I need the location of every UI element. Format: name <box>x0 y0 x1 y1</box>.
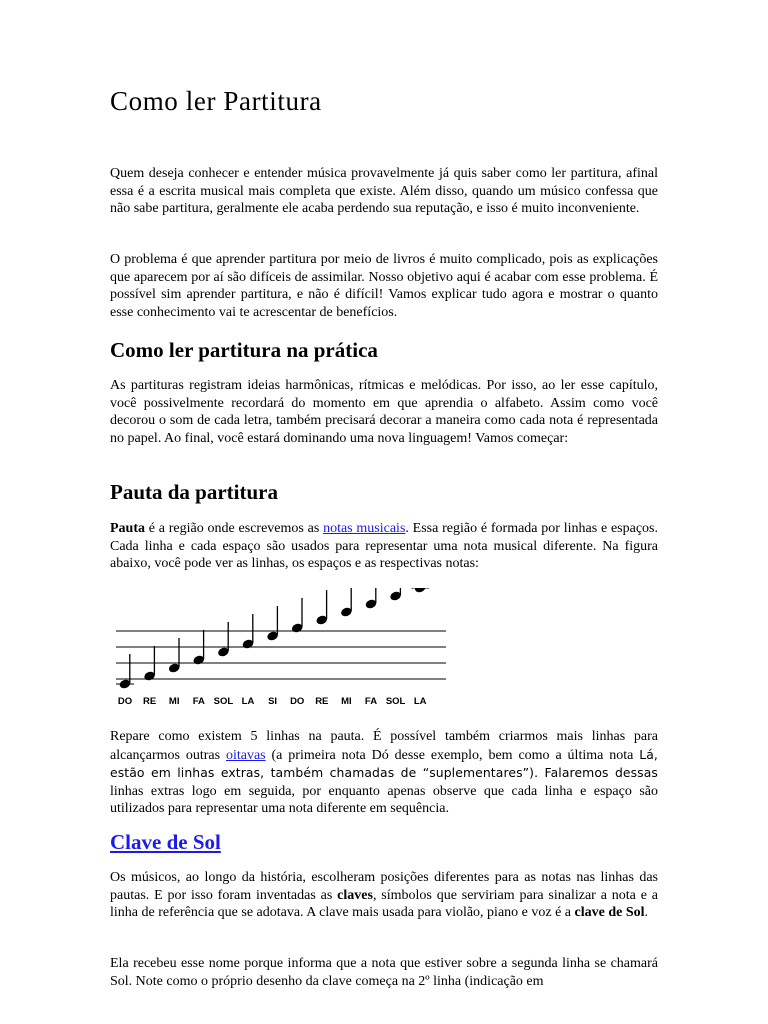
intro-paragraph-2: O problema é que aprender partitura por meio de livros é muito complicado, pois as explicações que aparecem por aí são difíceis de assimilar. Nosso objetivo aqui é acabar com esse problema. É possível sim aprender partitura, e não é difícil! Vamos explicar tudo agora e mostrar o quanto esse conhecimento vai te acrescentar de benefícios. <box>110 252 658 320</box>
note-label: DO <box>290 696 305 707</box>
clave-text-b: , símbolos que serviriam para sinalizar a nota e a linha de referência que se adotava. A clave mais usada para violão, piano e voz é a <box>110 887 658 921</box>
note-mi <box>340 588 353 618</box>
clave-de-sol-bold: clave de Sol <box>574 905 645 921</box>
section-heading-pauta: Pauta da partitura <box>110 480 278 504</box>
note-do <box>291 598 304 634</box>
note-head <box>414 588 427 594</box>
pratica-paragraph: As partituras registram ideias harmônicas, rítmicas e melódicas. Por isso, ao ler esse capítulo, você possivelmente recordará do momento em que aprendia o alfabeto. Assim como você decorou o som de cada letra, também precisará decorar a maneira como cada nota é representada no papel. Ao final, você estará dominando uma nova linguagem! Vamos começar: <box>110 378 658 446</box>
clave-text-c: . <box>644 905 649 921</box>
note-label: MI <box>168 696 180 707</box>
note-label: LA <box>241 696 255 707</box>
note-sol <box>217 622 230 658</box>
note-label: MI <box>341 696 352 707</box>
clave-paragraph-2: Ela recebeu esse nome porque informa que a nota que estiver sobre a segunda linha se chamará Sol. Note como o próprio desenho da clave começa na 2º linha (indicação em <box>110 956 658 989</box>
note-fa <box>192 630 205 666</box>
page-title: Como ler Partitura <box>110 86 322 116</box>
pauta-text-a: é a região onde escrevemos as <box>145 521 324 536</box>
clave-paragraph-1 <box>110 869 658 922</box>
pauta-paragraph-2 <box>110 728 658 818</box>
note-si <box>266 606 279 642</box>
note-label: RE <box>315 696 329 707</box>
note-sol <box>389 588 402 602</box>
intro-paragraph-1: Quem deseja conhecer e entender música provavelmente já quis saber como ler partitura, afinal essa é a escrita musical mais completa que existe. Além disso, quando um músico confessa que não sabe partitura, geralmente ele acaba perdendo sua reputação, e isso é muito inconveniente. <box>110 166 658 217</box>
oitavas-link[interactable]: oitavas <box>225 747 266 763</box>
note-label: DO <box>117 696 133 707</box>
pauta2-text-c: linhas extras logo em seguida, por enquanto apenas observe que cada linha e espaço são utilizados para representar uma nota diferente em sequência. <box>110 783 658 817</box>
note-la <box>414 588 427 594</box>
note-label: FA <box>364 696 378 707</box>
note-fa <box>364 588 377 610</box>
note-re <box>143 646 156 682</box>
pauta2-text-b: (a primeira nota Dó desse exemplo, bem como a última nota <box>265 747 640 763</box>
note-la <box>241 614 254 650</box>
note-label: SI <box>268 696 278 707</box>
note-mi <box>168 638 181 674</box>
pauta-text-b: . Essa região é formada por linhas e espaços. Cada linha e cada espaço são usados para representar uma nota musical diferente. Na figura abaixo, você pode ver as linhas, os espaços e as respectivas notas: <box>110 521 658 572</box>
clave-text-a: Os músicos, ao longo da história, escolheram posições diferentes para as notas nas linhas das pautas. E por isso foram inventadas as <box>110 870 658 903</box>
section-heading-pratica: Como ler partitura na prática <box>110 338 378 362</box>
pauta-paragraph-1 <box>110 520 658 573</box>
pauta2-text-a: Repare como existem 5 linhas na pauta. É possível também criarmos mais linhas para alcançarmos outras <box>110 729 658 763</box>
note-label: SOL <box>213 696 234 707</box>
staff-diagram <box>110 588 446 710</box>
claves-bold: claves <box>337 887 373 903</box>
note-do <box>118 654 131 690</box>
note-label: FA <box>192 696 205 707</box>
pauta-bold-term: Pauta <box>110 521 145 536</box>
note-label: SOL <box>385 696 406 707</box>
pauta2-sans-text: Lá, estão em linhas extras, também chamadas de “suplementares”). Falaremos dessas <box>110 746 658 781</box>
note-re <box>315 590 328 626</box>
note-label: RE <box>142 696 157 707</box>
clave-de-sol-heading-link[interactable]: Clave de Sol <box>110 830 221 854</box>
note-label: LA <box>413 696 427 707</box>
notas-musicais-link[interactable]: notas musicais <box>323 521 406 536</box>
